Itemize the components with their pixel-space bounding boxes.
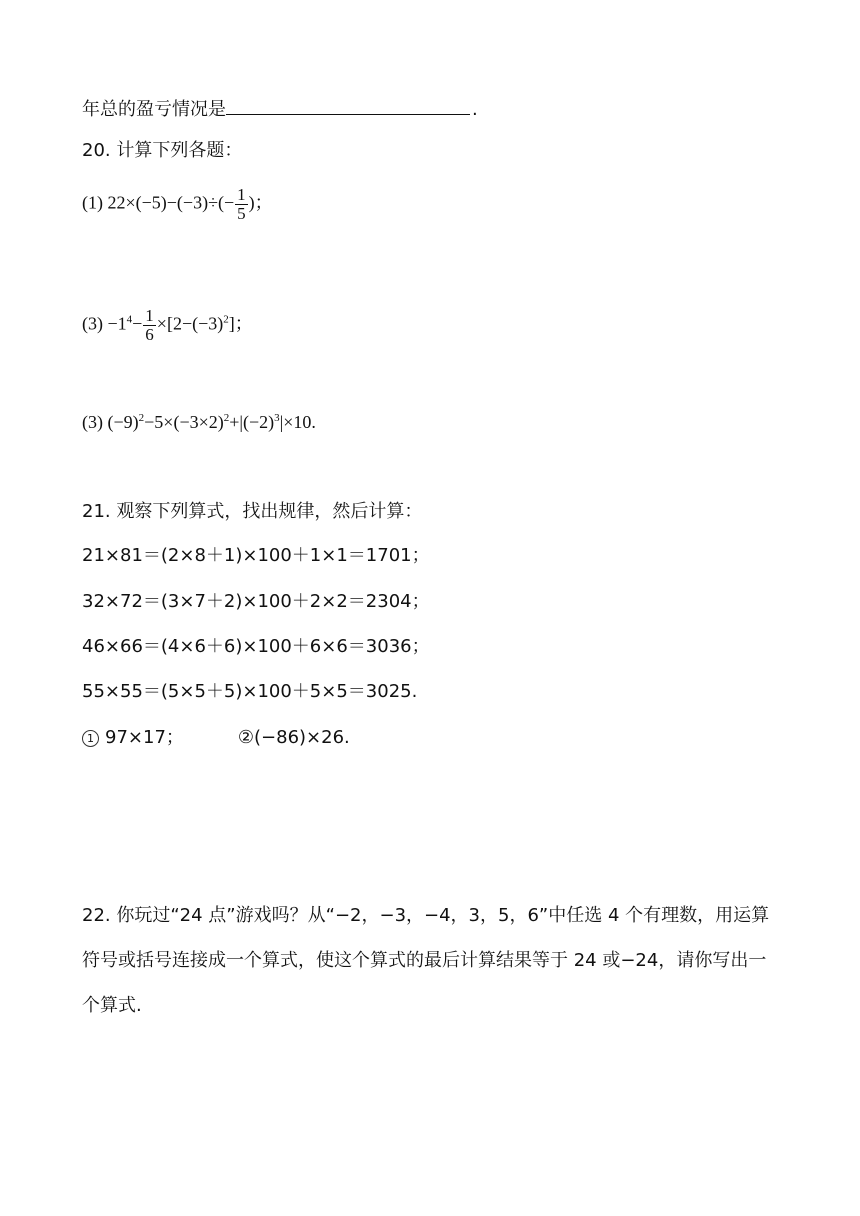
q19-tail-text: 年总的盈亏情况是 [82,99,226,120]
answer-blank [226,94,470,115]
fraction-numerator: 1 [145,306,154,325]
q21-example-line: 21×81＝(2×8＋1)×100＋1×1＝1701； [82,545,430,566]
fraction [143,307,156,344]
q19-tail-end: . [472,99,478,120]
q20-p3-b: −5×(−3×2) [144,412,224,432]
fraction-denominator: 6 [145,325,154,344]
exponent: 3 [274,412,280,424]
q20-problem-2 [82,307,253,344]
q21-items [82,726,350,750]
q21-example-line: 46×66＝(4×6＋6)×100＋6×6＝3036； [82,636,430,657]
q21-example-line: 55×55＝(5×5＋5)×100＋5×5＝3025. [82,681,418,702]
fraction [235,186,248,223]
q20-p2-post1: ×[2−(−3) [156,313,224,334]
q20-p1-post: )； [248,192,273,213]
q21-item-1: 97×17； [105,727,184,748]
q20-problem-3 [82,410,316,434]
q21-item-2: ②(−86)×26. [237,727,350,748]
exponent: 2 [138,412,145,424]
exponent: 2 [223,313,229,326]
q20-problem-1 [82,186,273,223]
q20-p2-post2: ]； [228,313,253,334]
fraction-denominator: 5 [237,204,246,223]
exponent: 2 [223,412,230,424]
q20-p3-a: (3) (−9) [82,412,139,432]
exponent: 4 [126,313,133,326]
fraction-numerator: 1 [237,185,246,204]
q19-tail-line [82,94,478,122]
q20-title: 20. 计算下列各题： [82,140,243,161]
circled-number-mark: 1 [82,730,99,747]
q21-title: 21. 观察下列算式，找出规律，然后计算： [82,501,423,522]
q20-p1-pre: (1) 22×(−5)−(−3)÷(− [82,192,235,213]
q21-example-line: 32×72＝(3×7＋2)×100＋2×2＝2304； [82,591,430,612]
q22-paragraph: 22. 你玩过“24 点”游戏吗？从“−2，−3，−4，3，5，6”中任选 4 个有理数，用运算符号或括号连接成一个算式，使这个算式的最后计算结果等于 24 或−24，请你写出一个算式. [82,905,770,1016]
q20-p2-pre: (3) −1 [82,313,127,334]
q20-p3-d: |×10. [279,412,316,432]
q20-p2-mid: − [132,313,143,334]
q20-p3-c: +|(−2) [229,412,275,432]
